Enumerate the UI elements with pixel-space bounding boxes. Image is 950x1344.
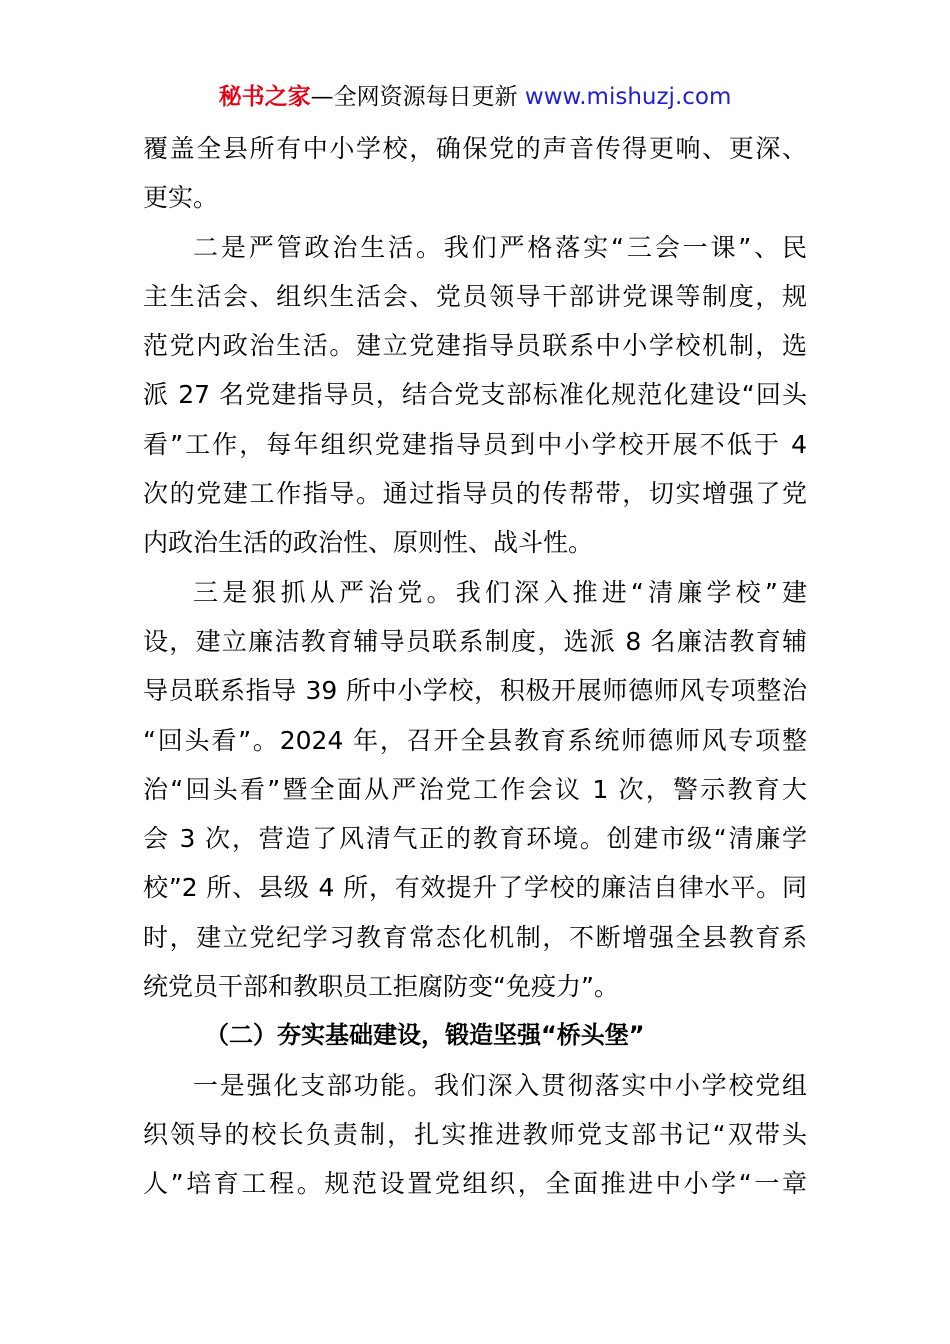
paragraph-start-line: 一是强化支部功能。我们深入贯彻落实中小学校党组	[193, 1070, 807, 1100]
text-line: 统党员干部和教职员工拒腐防变“免疫力”。	[143, 972, 619, 1002]
text-line: 更实。	[143, 183, 219, 213]
text-line: 次的党建工作指导。通过指导员的传帮带，切实增强了党	[143, 479, 807, 509]
text-line: 派 27 名党建指导员，结合党支部标准化规范化建设“回头	[143, 380, 807, 410]
text-line: 内政治生活的政治性、原则性、战斗性。	[143, 528, 594, 558]
text-line: 范党内政治生活。建立党建指导员联系中小学校机制，选	[143, 331, 807, 361]
text-line: 校”2 所、县级 4 所，有效提升了学校的廉洁自律水平。同	[143, 873, 807, 903]
text-line: 设，建立廉洁教育辅导员联系制度，选派 8 名廉洁教育辅	[143, 626, 807, 656]
text-line: “回头看”。2024 年，召开全县教育系统师德师风专项整	[143, 725, 807, 755]
site-url-link[interactable]: www.mishuzj.com	[524, 84, 732, 110]
text-line: 会 3 次，营造了风清气正的教育环境。创建市级“清廉学	[143, 824, 807, 854]
site-tagline: —全网资源每日更新	[310, 84, 525, 110]
text-line: 织领导的校长负责制，扎实推进教师党支部书记“双带头	[143, 1119, 807, 1149]
text-line: 导员联系指导 39 所中小学校，积极开展师德师风专项整治	[143, 676, 807, 706]
document-body	[143, 124, 807, 1209]
section-heading: （二）夯实基础建设，锻造坚强“桥头堡”	[205, 1021, 645, 1050]
text-line: 主生活会、组织生活会、党员领导干部讲党课等制度，规	[143, 281, 807, 311]
text-line: 时，建立党纪学习教育常态化机制，不断增强全县教育系	[143, 922, 807, 952]
site-header	[0, 80, 950, 114]
text-line: 覆盖全县所有中小学校，确保党的声音传得更响、更深、	[143, 134, 807, 163]
site-brand: 秘书之家	[218, 84, 311, 110]
text-line: 看”工作，每年组织党建指导员到中小学校开展不低于 4	[143, 429, 807, 459]
paragraph-start-line: 三是狠抓从严治党。我们深入推进“清廉学校”建	[193, 577, 807, 607]
paragraph-start-line: 二是严管政治生活。我们严格落实“三会一课”、民	[193, 232, 807, 262]
text-line: 治“回头看”暨全面从严治党工作会议 1 次，警示教育大	[143, 774, 807, 804]
text-line: 人”培育工程。规范设置党组织，全面推进中小学“一章	[143, 1169, 807, 1199]
